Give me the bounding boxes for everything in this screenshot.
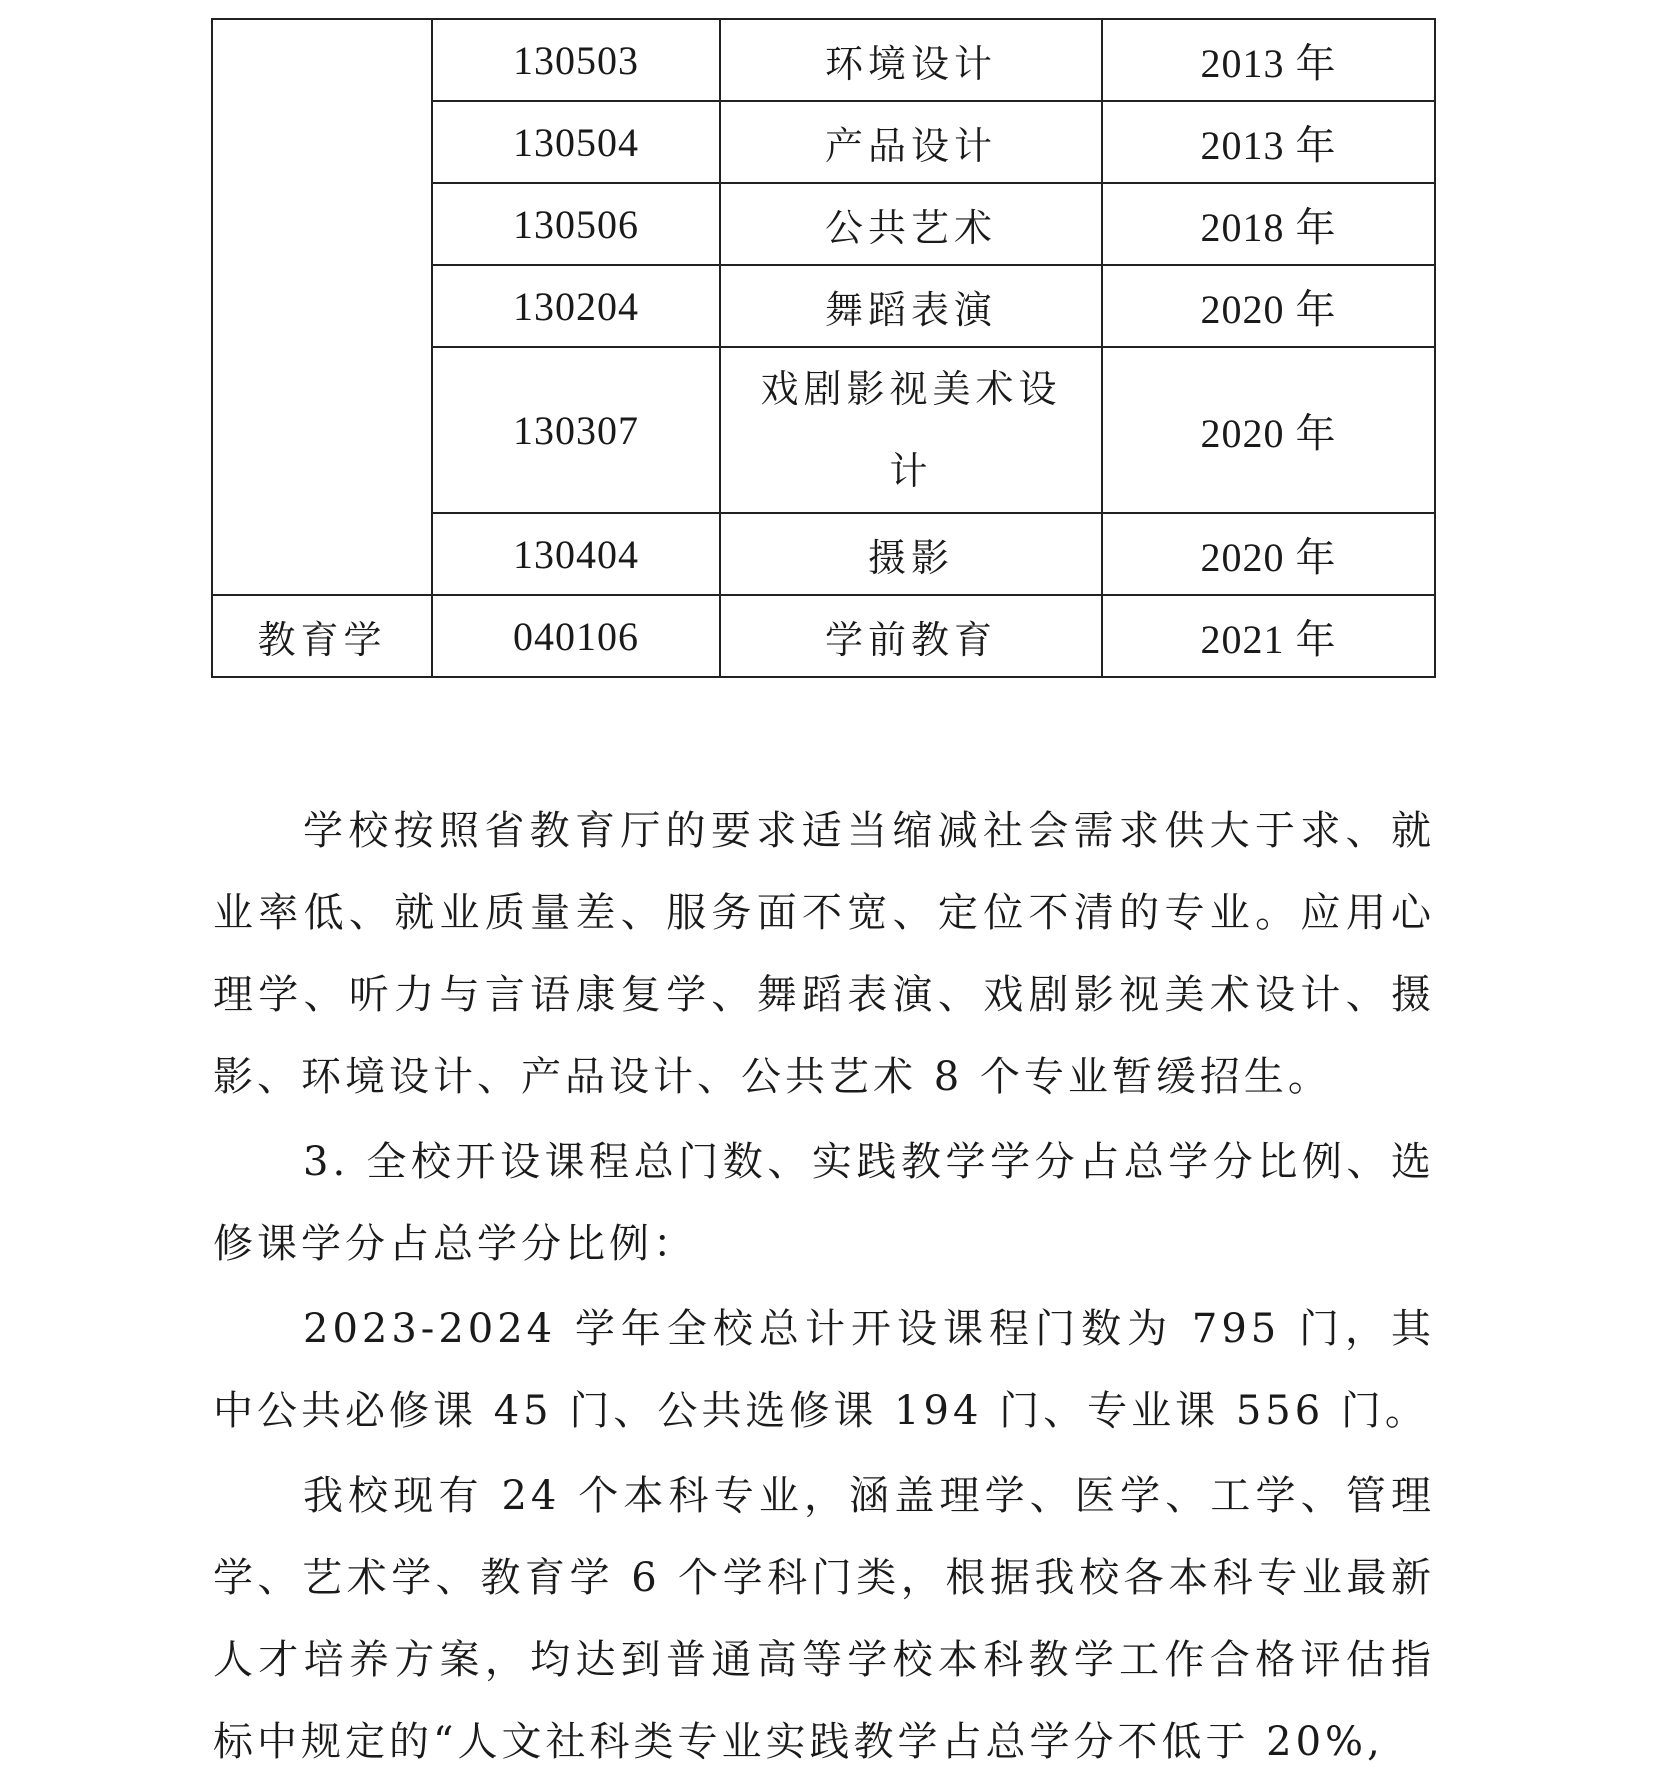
category-cell-empty <box>212 19 432 595</box>
major-table <box>211 18 1436 678</box>
category-cell: 教育学 <box>212 595 432 677</box>
establish-year-cell: 2018 年 <box>1102 183 1435 265</box>
table-row <box>212 19 1435 101</box>
establish-year-cell: 2020 年 <box>1102 265 1435 347</box>
major-code-cell: 130506 <box>432 183 720 265</box>
paragraph-course-count: 2023-2024 学年全校总计开设课程门数为 795 门，其中公共必修课 45 门、公共选修课 194 门、专业课 556 门。 <box>213 1306 1435 1434</box>
major-name-cell: 摄影 <box>720 513 1102 595</box>
major-code-cell: 130307 <box>432 347 720 513</box>
paragraph-section-heading: 3. 全校开设课程总门数、实践教学学分占总学分比例、选修课学分占总学分比例： <box>213 1139 1435 1267</box>
establish-year-cell: 2020 年 <box>1102 347 1435 513</box>
major-name-cell <box>720 347 1102 513</box>
major-name-cell: 学前教育 <box>720 595 1102 677</box>
major-name-cell: 舞蹈表演 <box>720 265 1102 347</box>
establish-year-cell: 2013 年 <box>1102 101 1435 183</box>
major-code-cell: 130404 <box>432 513 720 595</box>
major-code-cell: 130504 <box>432 101 720 183</box>
major-code-cell: 130204 <box>432 265 720 347</box>
paragraph-majors-overview: 我校现有 24 个本科专业，涵盖理学、医学、工学、管理学、艺术学、教育学 6 个学科门类，根据我校各本科专业最新人才培养方案，均达到普通高等学校本科教学工作合格评估指标中规定的“人文社科类专业实践教学占总学分不低于 20%, <box>213 1473 1435 1765</box>
establish-year-cell: 2013 年 <box>1102 19 1435 101</box>
table-row <box>212 595 1435 677</box>
establish-year-cell: 2020 年 <box>1102 513 1435 595</box>
major-name-cell: 公共艺术 <box>720 183 1102 265</box>
body-text <box>213 790 1435 1786</box>
major-name-cell: 产品设计 <box>720 101 1102 183</box>
major-code-cell: 130503 <box>432 19 720 101</box>
major-name-line: 计 <box>889 449 933 493</box>
major-name-line: 戏剧影视美术设 <box>760 367 1062 411</box>
major-name-cell: 环境设计 <box>720 19 1102 101</box>
establish-year-cell: 2021 年 <box>1102 595 1435 677</box>
major-code-cell: 040106 <box>432 595 720 677</box>
paragraph-enrollment-suspension: 学校按照省教育厅的要求适当缩减社会需求供大于求、就业率低、就业质量差、服务面不宽、定位不清的专业。应用心理学、听力与言语康复学、舞蹈表演、戏剧影视美术设计、摄影、环境设计、产品设计、公共艺术 8 个专业暂缓招生。 <box>213 808 1435 1100</box>
